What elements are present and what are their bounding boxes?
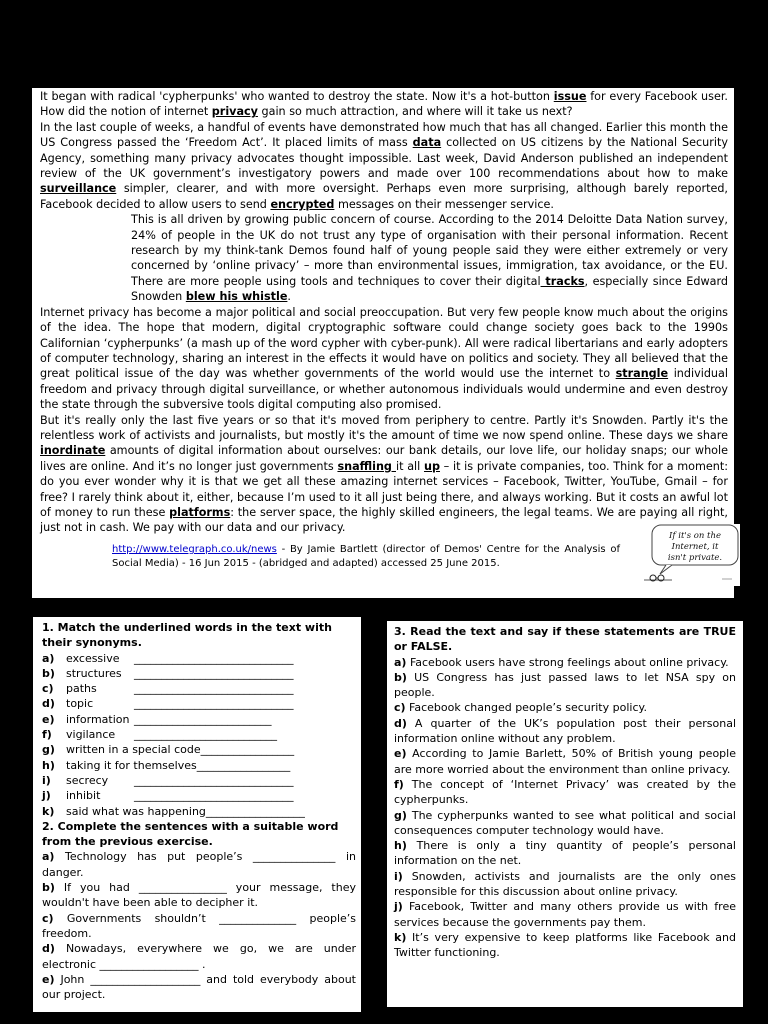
speech-bubble-tail xyxy=(660,565,672,574)
underlined-word: up xyxy=(423,459,440,473)
article-body xyxy=(40,89,728,536)
answer-blank[interactable]: _____________________________ xyxy=(134,682,294,696)
list-item: k) It’s very expensive to keep platforms like Facebook and Twitter functioning. xyxy=(394,930,736,960)
exercise-panel-right xyxy=(387,621,743,1007)
exercise-2-heading: 2. Complete the sentences with a suitable word from the previous exercise. xyxy=(42,819,339,849)
underlined-word: inordinate xyxy=(40,444,106,458)
list-item: d) Nowadays, everywhere we go, we are under electronic __________________ . xyxy=(42,942,356,971)
answer-blank[interactable]: _____________________________ xyxy=(134,651,294,665)
list-item: i) Snowden, activists and journalists are the only ones responsible for this discussion about online privacy. xyxy=(394,869,736,899)
cartoon-drawing xyxy=(638,524,740,586)
paragraph-5: But it's really only the last five years or so that it's moved from periphery to centre. Partly it's Snowden. Partly it's the relentless work of activists and journalists, but mostly it's the amount of time we now spend online. These days we share inordinate amounts of digital information about ourselves: our bank details, our love life, our holiday snaps; our whole lives are online. And it’s no longer just governments snaffling it all up – it is private companies, too. Think for a moment: do you ever wonder why it is that we get all these amazing internet services – Facebook, Twitter, YouTube, Gmail – for free? I rarely think about it, either, because I’m used to it all just being there, and always working. But it costs an awful lot of money to run these platforms: the server space, the highly skilled engineers, the legal teams. We are paying all right, just not in cash. We pay with our data and our privacy. xyxy=(40,413,729,535)
exercise-panel-left xyxy=(33,617,361,1012)
answer-blank[interactable]: _____________________________ xyxy=(134,666,294,680)
cartoon-text-line-3: isn't private. xyxy=(667,553,723,563)
list-item: f) vigilance __________________________ xyxy=(42,728,277,742)
list-item: c) Facebook changed people’s security policy. xyxy=(394,701,647,715)
article-source: http://www.telegraph.co.uk/news - By Jamie Bartlett (director of Demos' Centre for the Analysis of Social Media) - 16 Jun 2015 - (abridged and adapted) accessed 25 June 2015. xyxy=(112,544,620,569)
list-item: a) excessive _____________________________ xyxy=(42,651,294,665)
list-item: h) There is only a tiny quantity of people’s personal information on the net. xyxy=(394,839,736,868)
underlined-word: privacy xyxy=(211,105,258,119)
underlined-word: blew his whistle xyxy=(185,290,288,304)
list-item: d) topic _____________________________ xyxy=(42,697,294,711)
underlined-word: platforms xyxy=(169,505,231,519)
list-item: b) If you had ________________ your message, they wouldn't have been able to decipher it. xyxy=(42,881,356,910)
list-item: b) US Congress has just passed laws to let NSA spy on people. xyxy=(394,670,736,700)
list-item: e) John ____________________ and told everybody about our project. xyxy=(42,972,356,1002)
underlined-word: tracks xyxy=(540,274,585,288)
list-item: i) secrecy _____________________________ xyxy=(42,773,294,787)
source-link[interactable]: http://www.telegraph.co.uk/news xyxy=(112,544,277,555)
answer-blank[interactable]: _________________ xyxy=(200,743,295,757)
answer-blank[interactable]: _____________________________ xyxy=(134,789,294,803)
exercise-1-heading: 1. Match the underlined words in the text with their synonyms. xyxy=(42,621,332,650)
list-item: f) The concept of ‘Internet Privacy’ was created by the cypherpunks. xyxy=(394,777,736,807)
list-item: g) written in a special code _________________ xyxy=(42,743,295,757)
article-panel xyxy=(32,88,734,598)
list-item: a) Facebook users have strong feelings about online privacy. xyxy=(394,655,729,669)
answer-blank[interactable]: __________________________ xyxy=(134,728,277,742)
exercise-1-list xyxy=(42,651,356,819)
list-item: k) said what was happening __________________ xyxy=(42,804,305,818)
paragraph-1: It began with radical 'cypherpunks' who wanted to destroy the state. Now it's a hot-button issue for every Facebook user. How did the notion of internet privacy gain so much attraction, and where will it take us next? xyxy=(40,90,728,119)
paragraph-4: Internet privacy has become a major political and social preoccupation. But very few people know much about the origins of the idea. The hope that modern, digital cryptographic software could change society goes back to the 1990s Californian ‘cypherpunks’ (a mash up of the word cypher with cyber-punk). All were radical libertarians and early adopters of computer technology, sharing an interest in the effects it would have on politics and society. They all believed that the great political issue of the day was whether governments of the world would use the internet to strangle individual freedom and privacy through digital surveillance, or whether autonomous individuals would undermine and even destroy the state through the subversive tools digital computing also promised. xyxy=(40,305,728,412)
list-item: a) Technology has put people’s _______________ in danger. xyxy=(42,850,356,879)
underlined-word: data xyxy=(412,136,442,150)
paragraph-3: This is all driven by growing public concern of course. According to the 2014 Deloitte Data Nation survey, 24% of people in the UK do not trust any type of organisation with their personal information. Recent research by my think-tank Demos found half of young people said they were either extremely or very concerned by ‘online privacy’ – more than environmental issues, immigration, tax avoidance, or the EU. There are more people using tools and techniques to cover their digital tracks, especially since Edward Snowden blew his whistle. xyxy=(131,213,728,304)
list-item: c) Governments shouldn’t ______________ people’s freedom. xyxy=(42,911,356,940)
underlined-word: issue xyxy=(553,90,587,103)
list-item: h) taking it for themselves _________________ xyxy=(42,758,291,772)
list-item: j) inhibit _____________________________ xyxy=(42,789,294,803)
answer-blank[interactable]: __________________ xyxy=(205,804,305,818)
list-item: e) According to Jamie Barlett, 50% of British young people are more worried about the environment than online privacy. xyxy=(394,747,736,776)
answer-blank[interactable]: _________________ xyxy=(196,758,291,772)
answer-blank[interactable]: _________________________ xyxy=(134,712,272,726)
underlined-word: strangle xyxy=(615,367,669,381)
underlined-word: snaffling xyxy=(337,459,396,473)
paragraph-2: In the last couple of weeks, a handful of events have demonstrated how much that has all changed. Earlier this month the US Congress passed the ‘Freedom Act’. It placed limits of mass data collected on US citizens by the National Security Agency, something many privacy advocates thought impossible. Last week, David Anderson published an independent review of the UK government’s investigatory powers and made over 100 recommendations about how to make surveillance simpler, clearer, and with more oversight. Perhaps even more surprising, although barely reported, Facebook decided to allow users to send encrypted messages on their messenger service. xyxy=(40,120,728,211)
underlined-word: encrypted xyxy=(270,197,335,211)
list-item: d) A quarter of the UK’s population post their personal information online without any problem. xyxy=(394,716,736,746)
list-item: j) Facebook, Twitter and many others provide us with free services because the governments pay them. xyxy=(394,900,736,929)
list-item: e) information _________________________ xyxy=(42,712,272,726)
list-item: c) paths _____________________________ xyxy=(42,682,294,696)
cartoon-illustration xyxy=(638,524,740,586)
cartoon-text-line-1: If it's on the xyxy=(669,531,721,541)
cartoon-text-line-2: Internet, it xyxy=(671,542,719,552)
list-item: b) structures _____________________________ xyxy=(42,666,294,680)
answer-blank[interactable]: _____________________________ xyxy=(134,697,294,711)
list-item: g) The cypherpunks wanted to see what political and social consequences computer technology would have. xyxy=(394,808,736,837)
exercise-3-heading: 3. Read the text and say if these statements are TRUE or FALSE. xyxy=(394,625,736,654)
underlined-word: surveillance xyxy=(40,182,117,196)
answer-blank[interactable]: _____________________________ xyxy=(134,773,294,787)
